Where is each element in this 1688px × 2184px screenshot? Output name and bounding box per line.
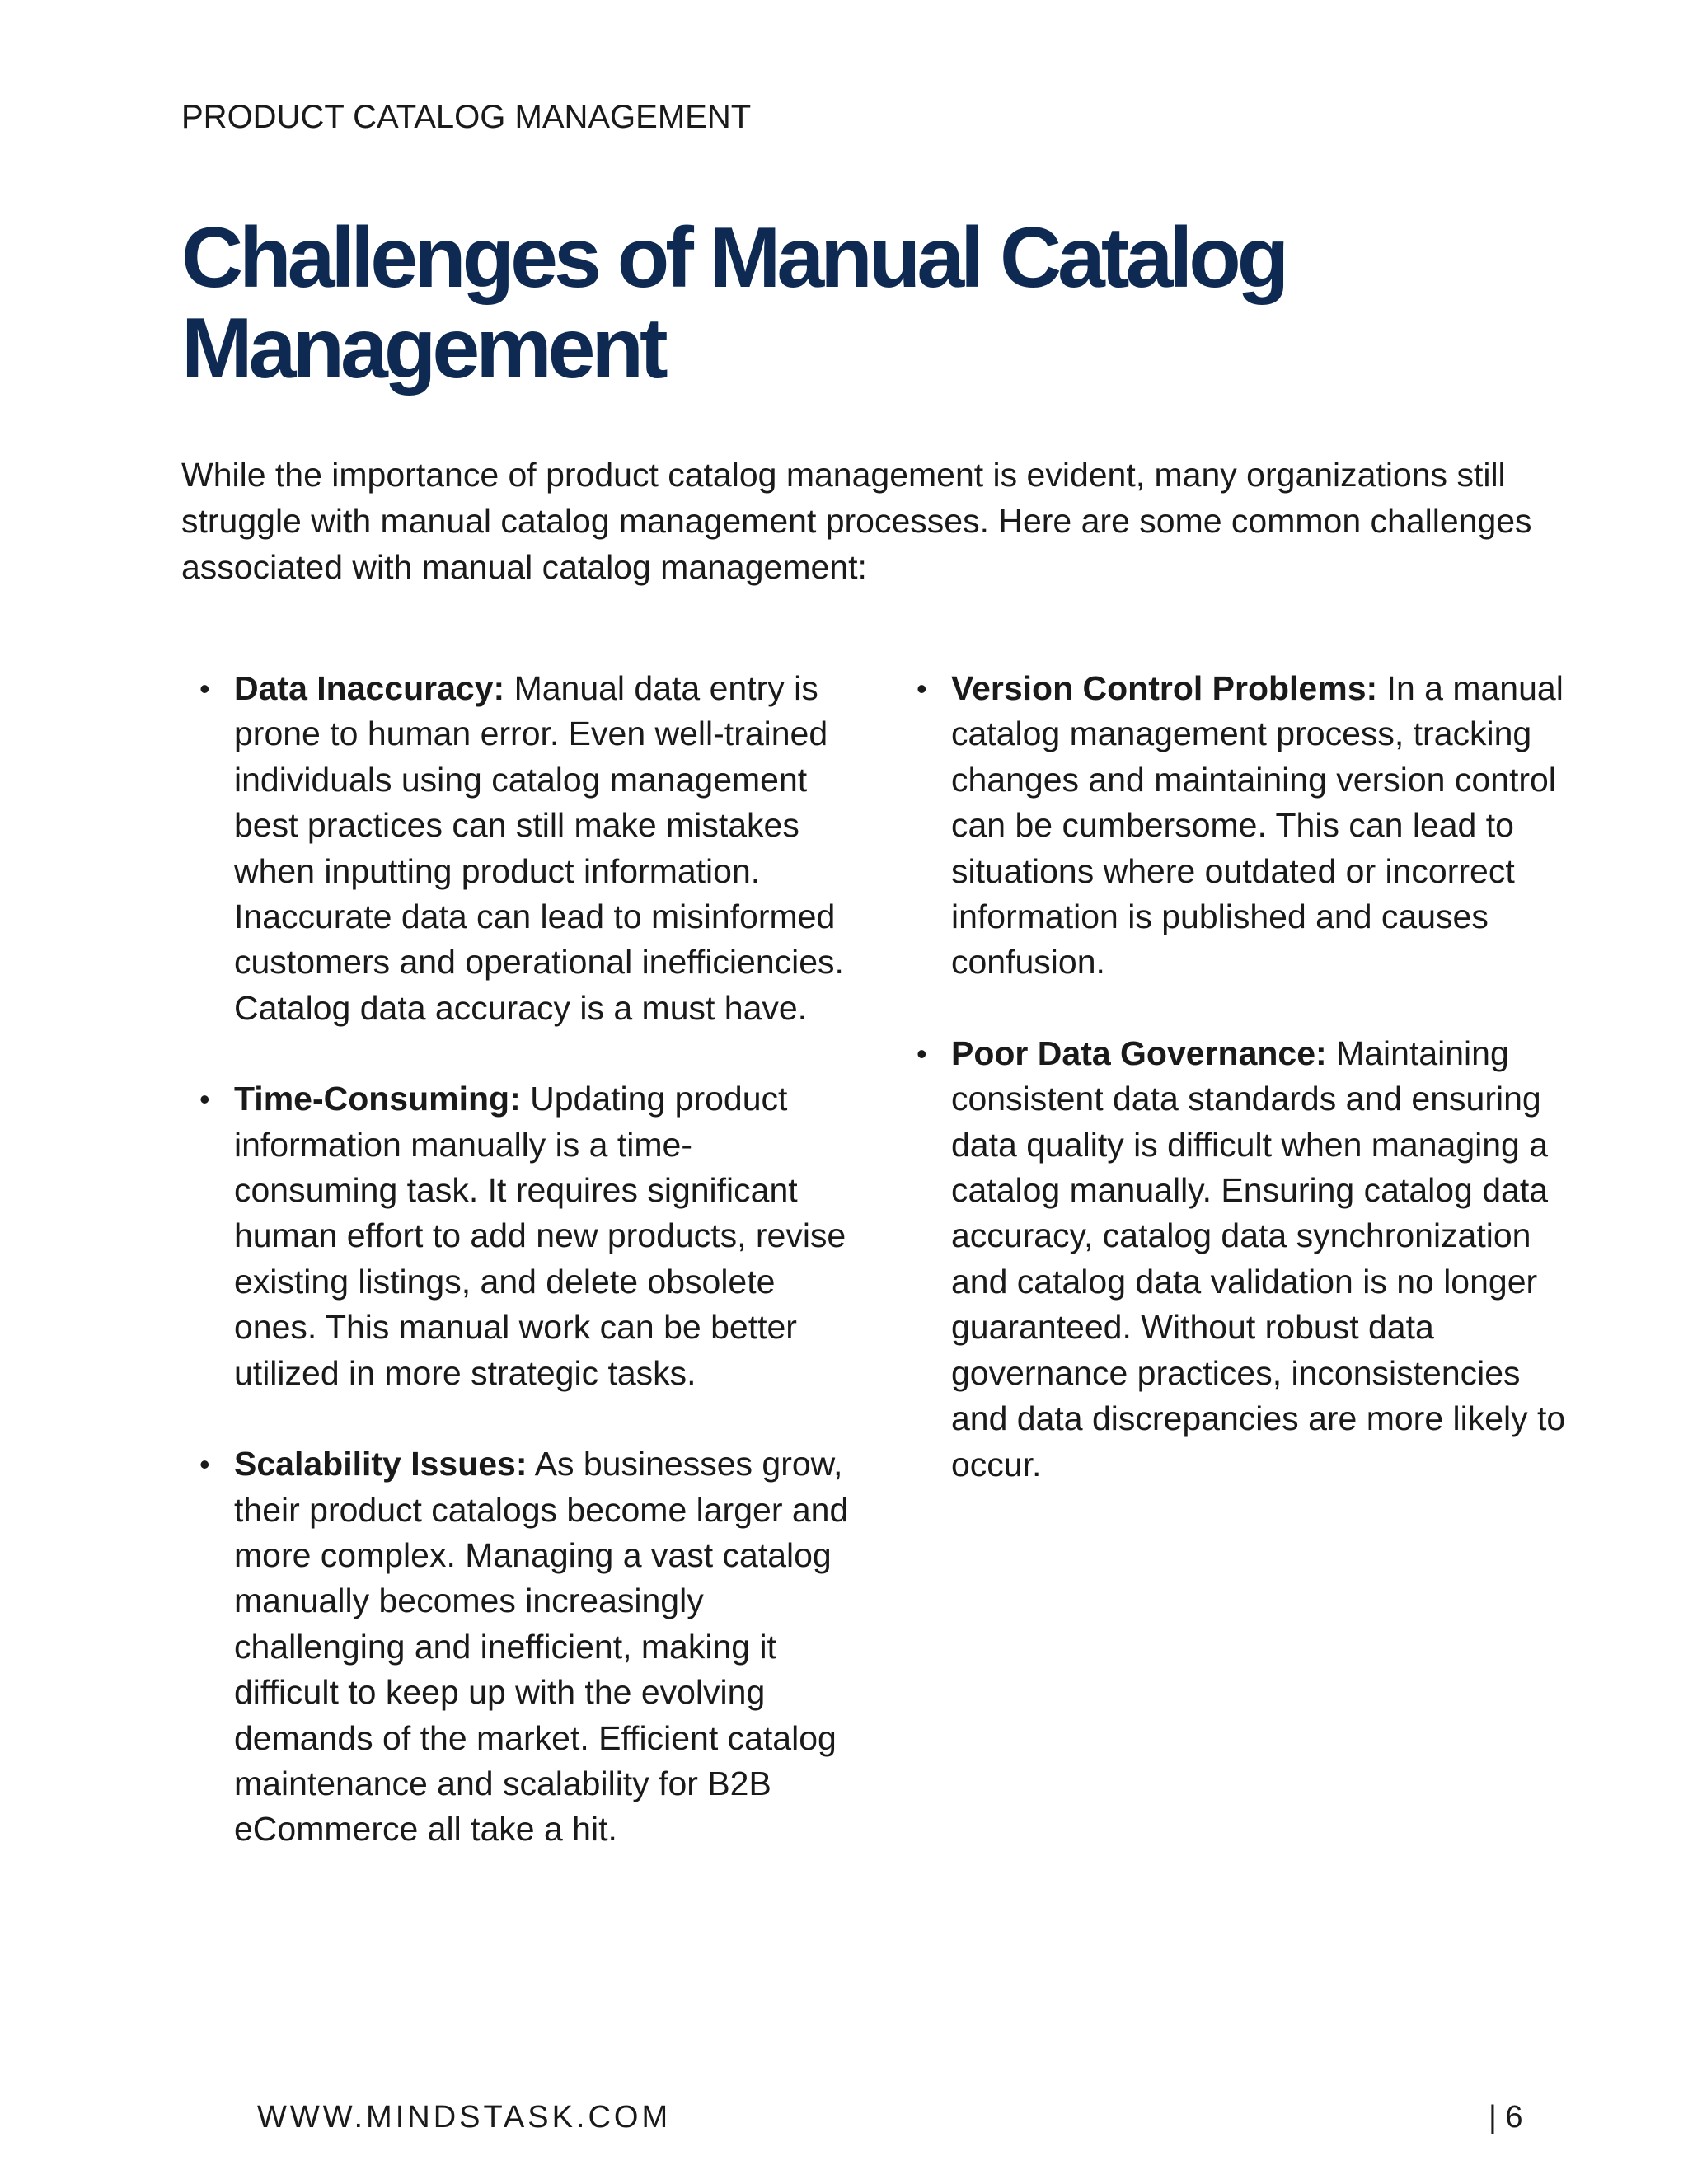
- left-bullet-list: [190, 666, 849, 1898]
- list-item: [190, 1441, 849, 1853]
- item-text: Maintaining consistent data standards and ensuring data quality is difficult when managing a catalog manually. Ensuring catalog data accuracy, catalog data synchronization and catalog data validation is no longer guaranteed. Without robust data governance practices, inconsistencies and data discrepancies are more likely to occur.: [951, 1033, 1566, 1483]
- list-item: [190, 666, 849, 1031]
- bullet-icon: •: [199, 672, 210, 705]
- running-header: PRODUCT CATALOG MANAGEMENT: [181, 99, 752, 135]
- item-text: In a manual catalog management process, tracking changes and maintaining version control can be cumbersome. This can lead to situations where outdated or incorrect information is published and causes confusion.: [951, 669, 1564, 982]
- item-title: Data Inaccuracy:: [234, 669, 505, 707]
- page-number: | 6: [1489, 2100, 1523, 2135]
- intro-paragraph: While the importance of product catalog management is evident, many organizations still struggle with manual catalog management processes. Here are some common challenges associated with manual catalog management:: [181, 456, 1532, 586]
- list-item: [190, 1076, 849, 1396]
- list-item: [907, 1031, 1566, 1488]
- item-text: Manual data entry is prone to human error. Even well-trained individuals using catalog management best practices can still make mistakes when inputting product information. Inaccurate data can lead to misinformed customers and operational inefficiencies. Catalog data accuracy is a must have.: [234, 669, 844, 1027]
- item-title: Time-Consuming:: [234, 1080, 521, 1118]
- bullet-icon: •: [917, 1036, 927, 1071]
- item-text: As businesses grow, their product catalogs become larger and more complex. Managing a vast catalog manually becomes increasingly challenging and inefficient, making it difficult to keep up with the evolving demands of the market. Efficient catalog maintenance and scalability for B2B eCommerce all take a hit.: [234, 1445, 849, 1849]
- item-title: Scalability Issues:: [234, 1445, 528, 1483]
- footer-website-url: WWW.MINDSTASK.COM: [257, 2100, 672, 2135]
- bullet-icon: •: [917, 672, 927, 705]
- right-bullet-list: [907, 666, 1566, 1533]
- list-item: [907, 666, 1566, 986]
- bullet-icon: •: [199, 1082, 210, 1117]
- item-text: Updating product information manually is a time-consuming task. It requires significant human effort to add new products, revise existing listings, and delete obsolete ones. This manual work can be better utilized in more strategic tasks.: [234, 1080, 846, 1392]
- item-title: Poor Data Governance:: [951, 1033, 1327, 1072]
- page-title: Challenges of Manual Catalog Management: [181, 210, 1286, 396]
- item-title: Version Control Problems:: [951, 669, 1378, 707]
- bullet-icon: •: [199, 1447, 210, 1482]
